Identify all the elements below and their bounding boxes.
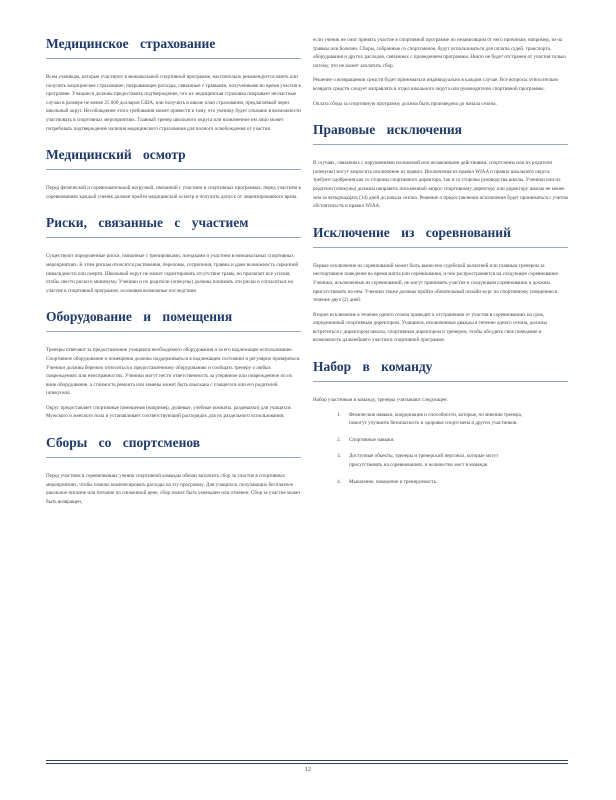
section-title: Сборы со спортсменов: [46, 435, 301, 458]
section-paragraph: Второе исключение в течение одного сезона приводит к отстранению от участия в соревнованиях на срок, определенный спортивным директором. Учащиеся, исключенные дважды в течение одного сезона, должны встретиться с директором школы, спортивным директором и тренером, чтобы обсудить свое поведение и возможность дальнейшего участия в спортивной программе.: [313, 311, 547, 344]
section-team-selection: [313, 359, 568, 486]
list-item-text: Спортивные навыки.: [349, 436, 395, 443]
list-item: [313, 436, 568, 445]
list-item: [313, 478, 568, 487]
section-legal-exceptions: [313, 122, 568, 211]
list-number: 2.: [337, 436, 341, 443]
selection-criteria-list: [313, 411, 568, 487]
section-paragraph: Перед физической и соревновательной нагрузкой, связанной с участием в спортивных программах, перед участием в соревнованиях каждый ученик должен пройти медицинский осмотр и получить допуск от лицензированного врача.: [46, 185, 301, 200]
list-item: [313, 411, 568, 428]
page-number: 12: [305, 767, 311, 773]
footer-divider: [46, 760, 568, 761]
list-item-text: Физические навыки, координация и способности, которые, по мнению тренера, помогут улучшить безопасность и здоровье спортсмена и других участников.: [349, 411, 523, 427]
left-column: [46, 28, 301, 520]
section-paragraph: если ученик не смог принять участие в спортивной программе по независящим от него причинам, например, из-за травмы или болезни. Сборы, собранные со спортсменов, будут использоваться для оплаты судей, транспорта, оборудования и других расходов, связанных с проведением программы. Никто не будет отстранен от участия только потому, что не может заплатить сбор.: [313, 37, 566, 69]
list-item-text: Доступные объекты, тренеры и тренерский персонал, которые могут присутствовать на соревнованиях, и количество мест в команде.: [349, 453, 499, 469]
section-title: Исключение из соревнований: [313, 225, 568, 248]
section-title: Медицинское страхование: [46, 36, 301, 59]
section-title: Правовые исключения: [313, 122, 568, 145]
section-paragraph: В случаях, связанных с нарушениями положений или незаконными действиями, спортсмены или их родители (опекуны) могут запросить исключение из правил. Исключения из правил WIAA и правил школьного округа требуют одобрения как со стороны спортивного директора, так и со стороны руководства школы. Ученики или их родители (опекуны) должны направить письменный запрос спортивному директору или директору школы не менее чем за четырнадцать (14) дней до начала сезона. Решение о предоставлении исключения будет приниматься с учетом обстоятельств и правил WIAA.: [313, 160, 568, 210]
section-paragraph: Решение о возвращении средств будет приниматься индивидуально в каждом случае. Все вопросы относительно возврата средств следует направлять в отдел школьного округа или руководителю спортивной программы.: [313, 77, 559, 92]
section-equipment-facilities: [46, 309, 301, 421]
section-paragraph: Существуют определенные риски, связанные с тренировками, поездками и участием в межшкольных спортивных мероприятиях. К этим рискам относятся растяжения, переломы, сотрясения, травмы и даже возможность серьезной инвалидности или смерти. Школьный округ не может гарантировать отсутствие травм, но прилагает все усилия, чтобы свести риски к минимуму. Ученики и их родители (опекуны) должны понимать эти риски и согласиться на участие в спортивной программе, осознавая возможные последствия.: [46, 253, 299, 294]
list-item-text: Мышление, поведение и тренируемость.: [349, 478, 438, 485]
section-paragraph: Набор участников в команду, тренеры учитывают следующее:: [313, 397, 448, 404]
section-fees-continued: [313, 36, 568, 108]
footer-divider: [46, 763, 568, 764]
section-paragraph: Оплата сбора за спортивную программу должна быть произведена до начала сезона.: [313, 100, 497, 107]
list-item: [313, 452, 568, 469]
list-number: 3.: [337, 453, 341, 460]
section-title: Набор в команду: [313, 359, 568, 382]
section-paragraph: Первое исключение из соревнований может быть вынесено судейской коллегией или главным тренером за неспортивное поведение во время матча или соревнования, и оно распространяется на следующее соревнование. Ученики, исключенные из соревнований, не могут принимать участие в следующем соревновании и должны присутствовать на нем. Ученики также должны пройти обязательный онлайн-курс по спортивному поведению в течение двух (2) дней.: [313, 262, 560, 304]
section-title: Медицинский осмотр: [46, 147, 301, 170]
right-column: [313, 36, 568, 500]
section-paragraph: Всем ученикам, которые участвуют в межшкольной спортивной программе, настоятельно рекомендуется иметь или получить медицинское страхование, покрывающее расходы, связанные с травмами, полученными во время участия в программе. Учащиеся должны предоставить подтверждение, что их медицинская страховка покрывает несчастные случаи в размере не менее 25 000 долларов США, или получить в школе план страхования, предлагаемый через школьный округ. Несоблюдение этого требования может привести к тому, что ученику будет отказано в возможности участвовать в спортивных мероприятиях. Главный тренер школьного округа или назначенное им лицо может потребовать подтверждение наличия медицинского страхования для полного освобождения от участия.: [46, 74, 301, 132]
section-title: Оборудование и помещения: [46, 309, 301, 332]
section-paragraph: Округ предоставляет спортивные помещения (например, душевые, учебные комнаты, раздевалки) для учащихся. Мужского и женского пола и устанавливает соответствующий распорядок для их раздельного использования.: [46, 404, 292, 420]
section-medical-exam: [46, 147, 301, 201]
list-number: 1.: [337, 411, 341, 418]
list-number: 4.: [337, 478, 341, 485]
section-paragraph: Тренеры отвечают за предоставление учащимся необходимого оборудования и за его надлежащее использование. Спортивное оборудование и помещения должны поддерживаться в надлежащем состоянии и регулярно проверяться. Ученики должны бережно относиться к предоставленному оборудованию и сообщать тренеру о любых повреждениях или неисправностях. Ученики могут нести ответственность за утерянное или поврежденное по их вине оборудование, а стоимость ремонта или замены может быть взыскана с учащегося или его родителей (опекунов).: [46, 347, 301, 397]
section-title: Риски, связанные с участием: [46, 215, 301, 238]
section-ejection: [313, 225, 568, 345]
section-paragraph: Перед участием в соревнованиях ученик спортивной команды обязан заплатить сбор за участие в спортивных мероприятиях, чтобы помочь компенсировать расходы на эту программу. Для учащихся, получающих бесплатное школьное питание или питание по сниженной цене, сбор может быть уменьшен или отменен. Сбор за участие может быть возвращен,: [46, 473, 301, 505]
section-medical-insurance: [46, 36, 301, 133]
section-participation-risks: [46, 215, 301, 295]
section-athlete-fees: [46, 435, 301, 506]
